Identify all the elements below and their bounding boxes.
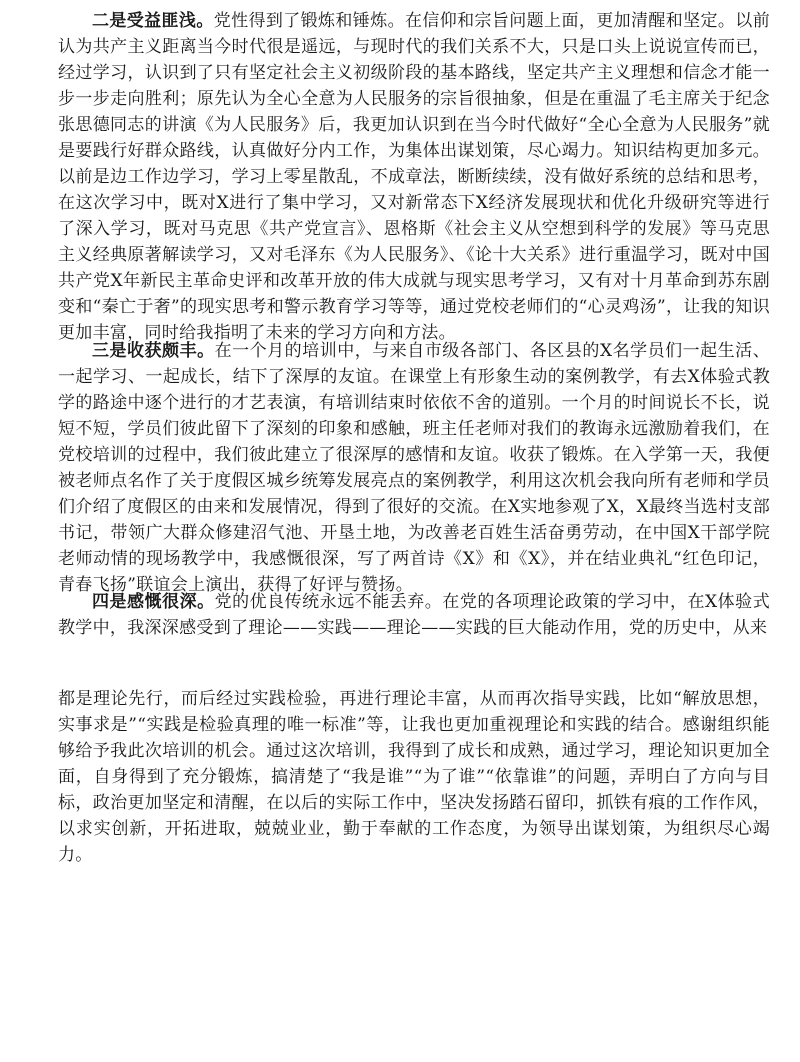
- paragraph-heading: 三是收获颇丰。: [92, 341, 215, 361]
- paragraph-heading: 二是受益匪浅。: [92, 11, 214, 31]
- paragraph-continuation: [58, 686, 770, 868]
- paragraph-body: 党性得到了锻炼和锤炼。在信仰和宗旨问题上面，更加清醒和坚定。以前认为共产主义距离当今时代很是遥远，与现时代的我们关系不大，只是口头上说说宣传而已，经过学习，认识到了只有坚定社会主义初级阶段的基本路线，坚定共产主义理想和信念才能一步一步走向胜利；原先认为全心全意为人民服务的宗旨很抽象，但是在重温了毛主席关于纪念张思德同志的讲演《为人民服务》后，我更加认识到在当今时代做好“全心全意为人民服务”就是要践行好群众路线，认真做好分内工作，为集体出谋划策，尽心竭力。知识结构更加多元。以前是边工作边学习，学习上零星散乱，不成章法，断断续续，没有做好系统的总结和思考，在这次学习中，既对X进行了集中学习，又对新常态下X经济发展现状和优化升级研究等进行了深入学习，既对马克思《共产党宣言》、恩格斯《社会主义从空想到科学的发展》等马克思主义经典原著解读学习，又对毛泽东《为人民服务》、《论十大关系》进行重温学习，既对中国共产党X年新民主革命史评和改革开放的伟大成就与现实思考学习，又有对十月革命到苏东剧变和“秦亡于奢”的现实思考和警示教育学习等等，通过党校老师们的“心灵鸡汤”，让我的知识更加丰富，同时给我指明了未来的学习方向和方法。: [58, 11, 770, 343]
- paragraph-body: 党的优良传统永远不能丢弃。在党的各项理论政策的学习中，在X体验式教学中，我深深感受到了理论——实践——理论——实践的巨大能动作用，党的历史中，从来: [58, 592, 770, 638]
- paragraph-body: 都是理论先行，而后经过实践检验，再进行理论丰富，从而再次指导实践，比如“解放思想，实事求是”“实践是检验真理的唯一标准”等，让我也更加重视理论和实践的结合。感谢组织能够给予我此次培训的机会。通过这次培训，我得到了成长和成熟，通过学习，理论知识更加全面，自身得到了充分锻炼，搞清楚了“我是谁”“为了谁”“依靠谁”的问题，弄明白了方向与目标，政治更加坚定和清醒，在以后的实际工作中，坚决发扬踏石留印，抓铁有痕的工作作风，以求实创新，开拓进取，兢兢业业，勤于奉献的工作态度，为领导出谋划策，为组织尽心竭力。: [58, 689, 770, 865]
- paragraph-heading: 四是感慨很深。: [92, 592, 215, 612]
- paragraph-reflection: [58, 589, 770, 641]
- paragraph-body: 在一个月的培训中，与来自市级各部门、各区县的X名学员们一起生活、一起学习、一起成长，结下了深厚的友谊。在课堂上有形象生动的案例教学，有去X体验式教学的路途中逐个进行的才艺表演，有培训结束时依依不舍的道别。一个月的时间说长不长，说短不短，学员们彼此留下了深刻的印象和感触，班主任老师对我们的教诲永远激励着我们，在党校培训的过程中，我们彼此建立了很深厚的感情和友谊。收获了锻炼。在入学第一天，我便被老师点名作了关于度假区城乡统筹发展亮点的案例教学，利用这次机会我向所有老师和学员们介绍了度假区的由来和发展情况，得到了很好的交流。在X实地参观了X，X最终当选村支部书记，带领广大群众修建沼气池、开垦土地，为改善老百姓生活奋勇劳动，在中国X干部学院老师动情的现场教学中，我感慨很深，写了两首诗《X》和《X》，并在结业典礼“红色印记，青春飞扬”联谊会上演出，获得了好评与赞扬。: [58, 341, 770, 595]
- paragraph-harvest: [58, 338, 770, 598]
- paragraph-benefit: [58, 8, 770, 346]
